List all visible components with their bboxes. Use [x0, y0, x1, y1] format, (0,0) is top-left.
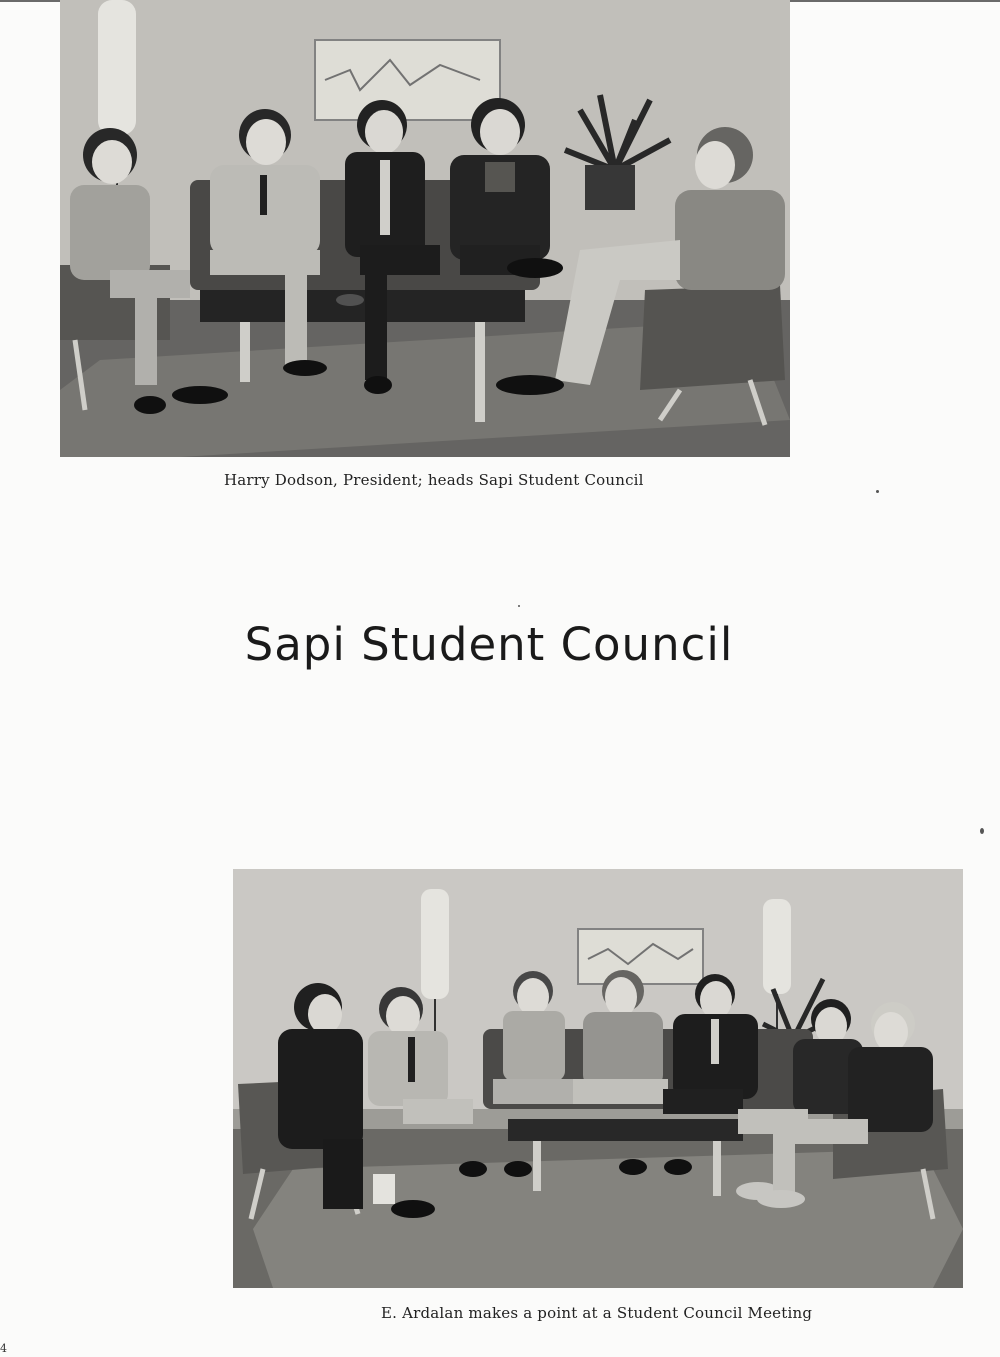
photo-caption-bottom: E. Ardalan makes a point at a Student Council Meeting [381, 1304, 813, 1322]
council-photo-bottom [233, 869, 963, 1288]
paper-speck [518, 605, 520, 607]
photo-caption-top: Harry Dodson, President; heads Sapi Student Council [224, 471, 644, 489]
council-photo-top [60, 0, 790, 457]
page-number: 4 [0, 1342, 7, 1355]
paper-speck [980, 828, 984, 834]
paper-speck [876, 490, 879, 493]
page-title: Sapi Student Council [244, 618, 734, 671]
